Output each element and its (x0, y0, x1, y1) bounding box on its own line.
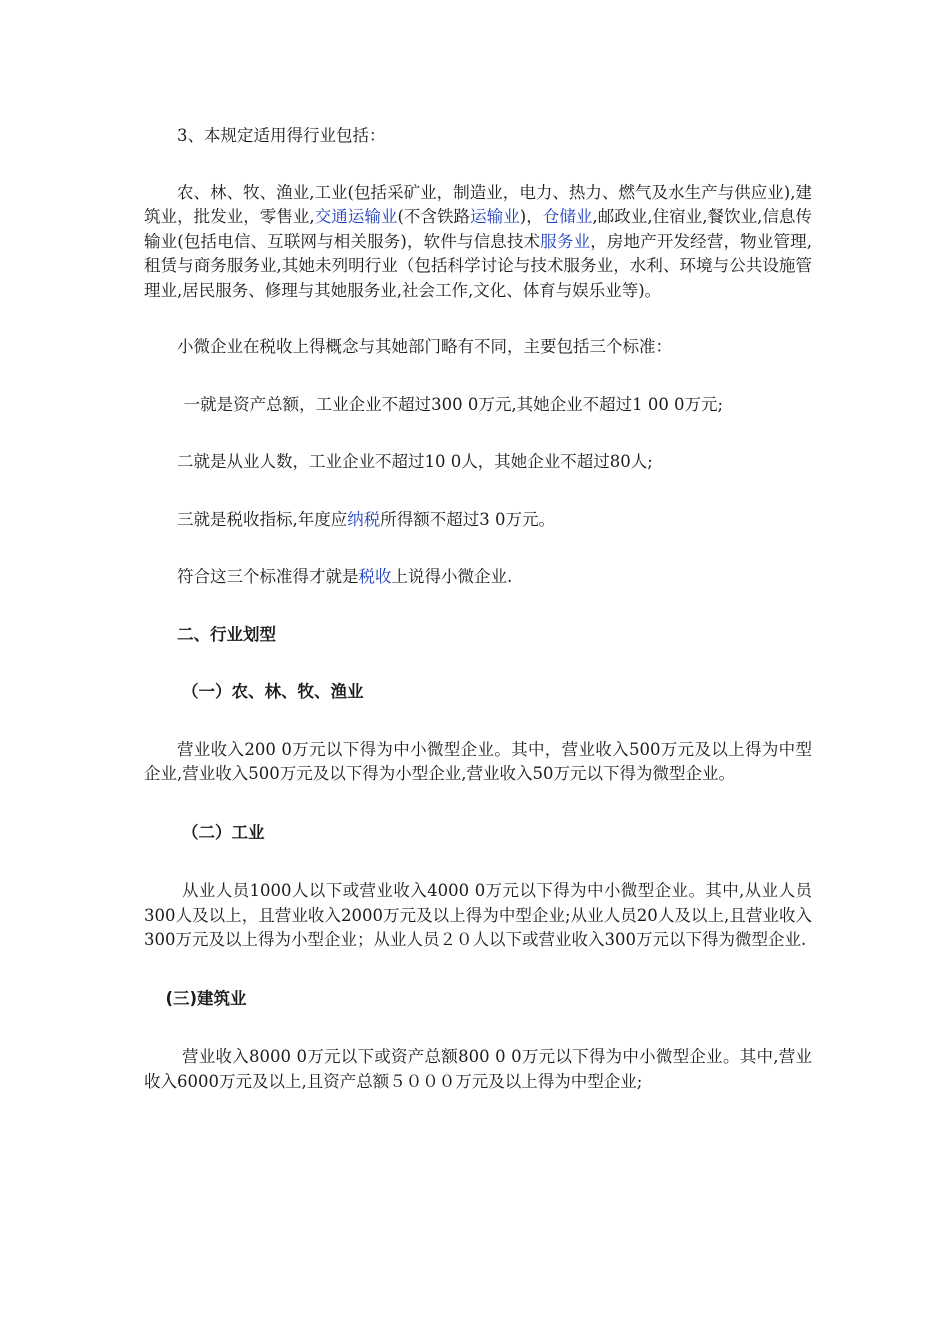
summary-paragraph (144, 565, 812, 590)
link-taxation[interactable]: 税收 (358, 567, 392, 586)
standard-3 (144, 508, 812, 533)
standard-1: 一就是资产总额，工业企业不超过300 0万元,其她企业不超过1 00 0万元; (183, 394, 724, 414)
industries-text-4: ,邮政业,住宿业,餐饮业,信息传输业(包括电信、互联网与相关服务)，软件与信息技术 (144, 207, 813, 251)
industries-text-1: 农、林、牧、渔业,工业(包括采矿业，制造业，电力、热力、燃气及水生产与供应业),建筑业，批发业，零售业, (144, 182, 812, 226)
subsection-heading-industry: （二）工业 (181, 822, 265, 842)
item3-paragraph: 3、本规定适用得行业包括： (177, 126, 386, 145)
link-warehousing[interactable]: 仓储业 (542, 207, 593, 226)
tax-concept-intro: 小微企业在税收上得概念与其她部门略有不同，主要包括三个标准： (177, 337, 672, 356)
link-service-industry[interactable]: 服务业 (540, 231, 591, 251)
document-body (144, 124, 812, 1094)
subsection-heading-agriculture: （一）农、林、牧、渔业 (181, 682, 364, 701)
industries-text-2: (不含铁路 (397, 207, 471, 226)
link-transport[interactable]: 交通运输业 (314, 207, 398, 226)
agriculture-paragraph: 营业收入200 0万元以下得为中小微型企业。其中，营业收入500万元及以上得为中型企业,营业收入500万元及以下得为小型企业,营业收入50万元以下得为微型企业。 (144, 739, 812, 783)
summary-text-a: 符合这三个标准得才就是 (177, 567, 359, 586)
link-transportation[interactable]: 运输业 (470, 207, 520, 226)
summary-text-b: 上说得小微企业. (391, 567, 513, 586)
construction-paragraph: 营业收入8000 0万元以下或资产总额800 0 0万元以下得为中小微型企业。其中,营业收入6000万元及以上,且资产总额５０００万元及以上得为中型企业; (144, 1047, 812, 1091)
industries-text-3: )， (519, 207, 543, 226)
industries-text-5: ，房地产开发经营，物业管理,租赁与商务服务业,其她未列明行业（包括科学讨论与技术服务业，水利、环境与公共设施管理业,居民服务、修理与其她服务业,社会工作,文化、体育与娱乐业等)。 (144, 231, 813, 300)
standard-3-text-a: 三就是税收指标,年度应 (177, 509, 348, 529)
link-tax-payment[interactable]: 纳税 (347, 509, 381, 529)
industry-paragraph: 从业人员1000人以下或营业收入4000 0万元以下得为中小微型企业。其中,从业人员300人及以上，且营业收入2000万元及以上得为中型企业;从业人员20人及以上,且营业收入300万元及以上得为小型企业；从业人员２０人以下或营业收入300万元以下得为微型企业. (144, 881, 812, 949)
standard-2: 二就是从业人数，工业企业不超过10 0人，其她企业不超过80人; (177, 452, 653, 471)
industries-paragraph (144, 181, 812, 304)
standard-3-text-b: 所得额不超过3 0万元。 (380, 509, 555, 529)
section-heading-industry-classification: 二、行业划型 (177, 624, 276, 644)
subsection-heading-construction: (三)建筑业 (165, 988, 247, 1008)
